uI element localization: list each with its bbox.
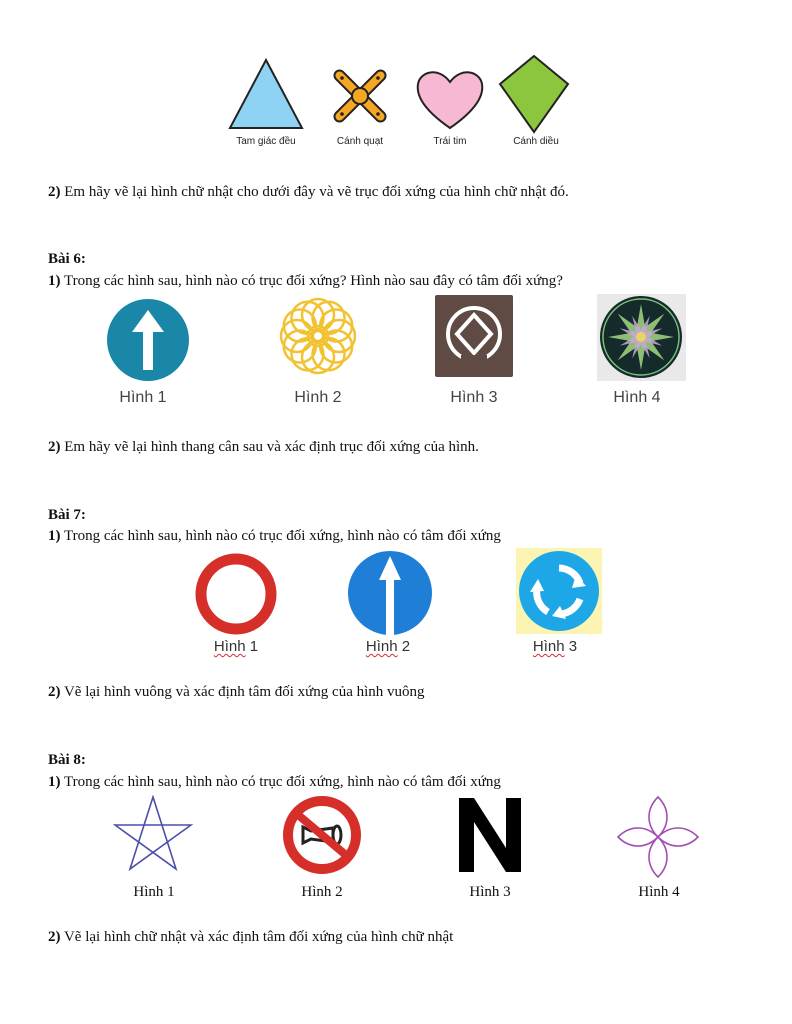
heart-shape-icon — [414, 66, 486, 132]
question-text: Trong các hình sau, hình nào có trục đối xứng, hình nào có tâm đối xứng — [60, 528, 501, 544]
question-number: 2) — [48, 929, 61, 945]
caption-number: 1 — [245, 638, 259, 655]
caption-word: Hình — [365, 638, 398, 655]
bai6-question-2 — [48, 438, 479, 456]
question-number: 2) — [48, 184, 61, 200]
pentagram-star-icon — [113, 795, 193, 873]
caption-word: Hình — [532, 638, 565, 655]
caption-trai-tim: Trái tim — [433, 136, 467, 147]
question-text: Vẽ lại hình chữ nhật và xác định tâm đối xứng của hình chữ nhật — [60, 929, 454, 945]
bai7-question-2 — [48, 683, 425, 701]
caption-word: Hình — [213, 638, 246, 655]
bai7-caption-3 — [505, 638, 605, 655]
ahead-only-sign-icon — [106, 298, 190, 382]
bai6-caption-2: Hình 2 — [294, 389, 342, 406]
caption-number: 2 — [397, 638, 411, 655]
bai7-caption-2 — [338, 638, 438, 655]
bai5-question-2 — [48, 183, 569, 201]
four-petal-flower-icon — [616, 795, 700, 879]
no-horn-sign-icon — [281, 794, 363, 876]
bai8-question-2 — [48, 928, 453, 946]
bai8-caption-4: Hình 4 — [638, 884, 680, 900]
question-text: Vẽ lại hình vuông và xác định tâm đối xứng của hình vuông — [60, 684, 425, 700]
bai7-question-1 — [48, 527, 501, 545]
bai8-caption-2: Hình 2 — [301, 884, 343, 900]
no-entry-ring-sign-icon — [194, 552, 278, 636]
fan-shape-icon — [324, 60, 396, 132]
question-text: Em hãy vẽ lại hình chữ nhật cho dưới đây và vẽ trục đối xứng của hình chữ nhật đó. — [60, 184, 569, 200]
question-text: Em hãy vẽ lại hình thang cân sau và xác định trục đối xứng của hình. — [60, 439, 479, 455]
kite-shape-icon — [498, 54, 570, 134]
one-way-up-sign-icon — [347, 550, 433, 636]
triangle-shape-icon — [228, 58, 304, 130]
question-number: 1) — [48, 273, 61, 289]
question-number: 1) — [48, 528, 61, 544]
question-text: Trong các hình sau, hình nào có trục đối xứng, hình nào có tâm đối xứng — [60, 774, 501, 790]
letter-n-icon — [459, 798, 521, 872]
caption-canh-dieu: Cánh diều — [513, 136, 559, 147]
caption-number: 3 — [564, 638, 578, 655]
bai7-title: Bài 7: — [48, 507, 86, 523]
bai6-caption-4: Hình 4 — [613, 389, 661, 406]
bai6-caption-3: Hình 3 — [450, 389, 498, 406]
bai8-title: Bài 8: — [48, 752, 86, 768]
question-number: 2) — [48, 684, 61, 700]
question-number: 1) — [48, 774, 61, 790]
caption-canh-quat: Cánh quạt — [336, 136, 384, 147]
question-text: Trong các hình sau, hình nào có trục đối xứng? Hình nào sau đây có tâm đối xứng? — [60, 273, 563, 289]
question-number: 2) — [48, 439, 61, 455]
bai8-caption-3: Hình 3 — [469, 884, 511, 900]
heritage-sign-icon — [435, 295, 513, 377]
bai7-caption-1 — [186, 638, 286, 655]
mandala-pattern-icon — [597, 294, 686, 381]
roundabout-sign-icon — [516, 548, 602, 634]
bai8-question-1 — [48, 773, 501, 791]
bai8-caption-1: Hình 1 — [133, 884, 175, 900]
flower-pattern-icon — [277, 295, 359, 377]
bai6-title: Bài 6: — [48, 251, 86, 267]
caption-tam-giac-deu: Tam giác đều — [236, 136, 296, 147]
bai6-caption-1: Hình 1 — [119, 389, 167, 406]
bai6-question-1 — [48, 272, 563, 290]
